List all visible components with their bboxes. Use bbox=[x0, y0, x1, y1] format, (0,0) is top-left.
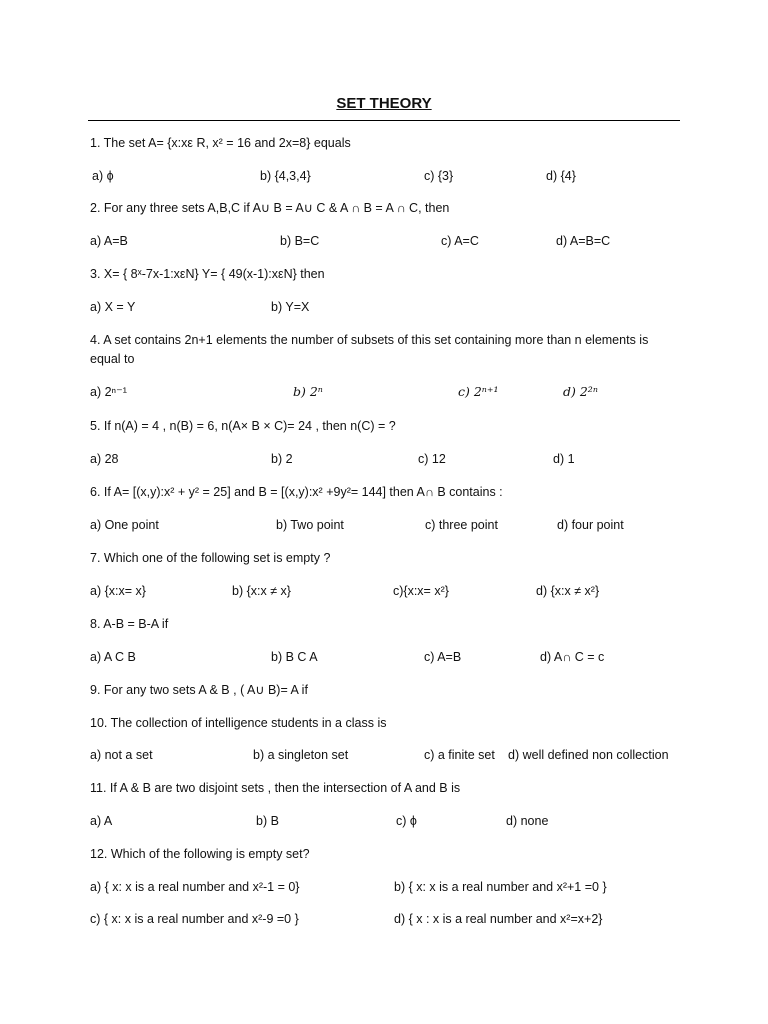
q5-option-a: a) 28 bbox=[90, 452, 119, 466]
q10-option-c: c) a finite set bbox=[424, 748, 495, 762]
question-12: 12. Which of the following is empty set? bbox=[90, 847, 310, 861]
q11-option-d: d) none bbox=[506, 814, 549, 828]
q7-option-a: a) {x:x= x} bbox=[90, 584, 146, 598]
q12-option-d: d) { x : x is a real number and x²=x+2} bbox=[394, 912, 603, 926]
question-3: 3. X= { 8ˣ-7x-1:xεN} Y= { 49(x-1):xεN} then bbox=[90, 267, 325, 281]
question-7: 7. Which one of the following set is empty ? bbox=[90, 551, 331, 565]
question-5: 5. If n(A) = 4 , n(B) = 6, n(A× B × C)= 24 , then n(C) = ? bbox=[90, 419, 396, 433]
q11-option-b: b) B bbox=[256, 814, 279, 828]
question-6: 6. If A= [(x,y):x² + y² = 25] and B = [(x,y):x² +9y²= 144] then A∩ B contains : bbox=[90, 485, 503, 499]
q1-option-d: d) {4} bbox=[546, 169, 576, 183]
q5-option-c: c) 12 bbox=[418, 452, 446, 466]
q6-option-c: c) three point bbox=[425, 518, 498, 532]
q8-option-b: b) B C A bbox=[271, 650, 318, 664]
q8-option-c: c) A=B bbox=[424, 650, 462, 664]
q8-option-a: a) A C B bbox=[90, 650, 136, 664]
q12-option-a: a) { x: x is a real number and x²-1 = 0} bbox=[90, 880, 300, 894]
q2-option-a: a) A=B bbox=[90, 234, 128, 248]
q5-option-b: b) 2 bbox=[271, 452, 293, 466]
q6-option-d: d) four point bbox=[557, 518, 624, 532]
q4-option-c: c) 2ⁿ⁺¹ bbox=[458, 384, 499, 399]
q4-option-b: b) 2ⁿ bbox=[293, 384, 323, 399]
q2-option-b: b) B=C bbox=[280, 234, 320, 248]
q7-option-d: d) {x:x ≠ x²} bbox=[536, 584, 600, 598]
question-11: 11. If A & B are two disjoint sets , then the intersection of A and B is bbox=[90, 781, 461, 795]
question-1: 1. The set A= {x:xε R, x² = 16 and 2x=8} equals bbox=[90, 136, 351, 150]
q2-option-d: d) A=B=C bbox=[556, 234, 611, 248]
q8-option-d: d) A∩ C = c bbox=[540, 650, 605, 664]
q1-option-b: b) {4,3,4} bbox=[260, 169, 311, 183]
question-4-cont: equal to bbox=[90, 352, 135, 366]
q6-option-a: a) One point bbox=[90, 518, 159, 532]
q7-option-c: c){x:x= x²} bbox=[393, 584, 449, 598]
title-rule bbox=[88, 120, 680, 121]
q5-option-d: d) 1 bbox=[553, 452, 575, 466]
q7-option-b: b) {x:x ≠ x} bbox=[232, 584, 291, 598]
q1-option-a: a) ϕ bbox=[92, 169, 114, 183]
q3-option-b: b) Y=X bbox=[271, 300, 310, 314]
question-8: 8. A-B = B-A if bbox=[90, 617, 169, 631]
q4-option-a: a) 2ⁿ⁻¹ bbox=[90, 385, 127, 399]
q1-option-c: c) {3} bbox=[424, 169, 454, 183]
q2-option-c: c) A=C bbox=[441, 234, 479, 248]
q11-option-c: c) ϕ bbox=[396, 814, 417, 828]
page-title: SET THEORY bbox=[336, 95, 432, 112]
q6-option-b: b) Two point bbox=[276, 518, 344, 532]
question-10: 10. The collection of intelligence students in a class is bbox=[90, 716, 387, 730]
q12-option-c: c) { x: x is a real number and x²-9 =0 } bbox=[90, 912, 299, 926]
q11-option-a: a) A bbox=[90, 814, 113, 828]
q3-option-a: a) X = Y bbox=[90, 300, 136, 314]
q12-option-b: b) { x: x is a real number and x²+1 =0 } bbox=[394, 880, 607, 894]
question-4: 4. A set contains 2n+1 elements the number of subsets of this set containing more than n elements is bbox=[90, 333, 649, 347]
q10-option-b: b) a singleton set bbox=[253, 748, 349, 762]
q4-option-d: d) 2²ⁿ bbox=[563, 384, 598, 399]
q10-option-a: a) not a set bbox=[90, 748, 153, 762]
question-2: 2. For any three sets A,B,C if A∪ B = A∪ C & A ∩ B = A ∩ C, then bbox=[90, 201, 450, 215]
question-9: 9. For any two sets A & B , ( A∪ B)= A if bbox=[90, 683, 308, 697]
q10-option-d: d) well defined non collection bbox=[508, 748, 669, 762]
